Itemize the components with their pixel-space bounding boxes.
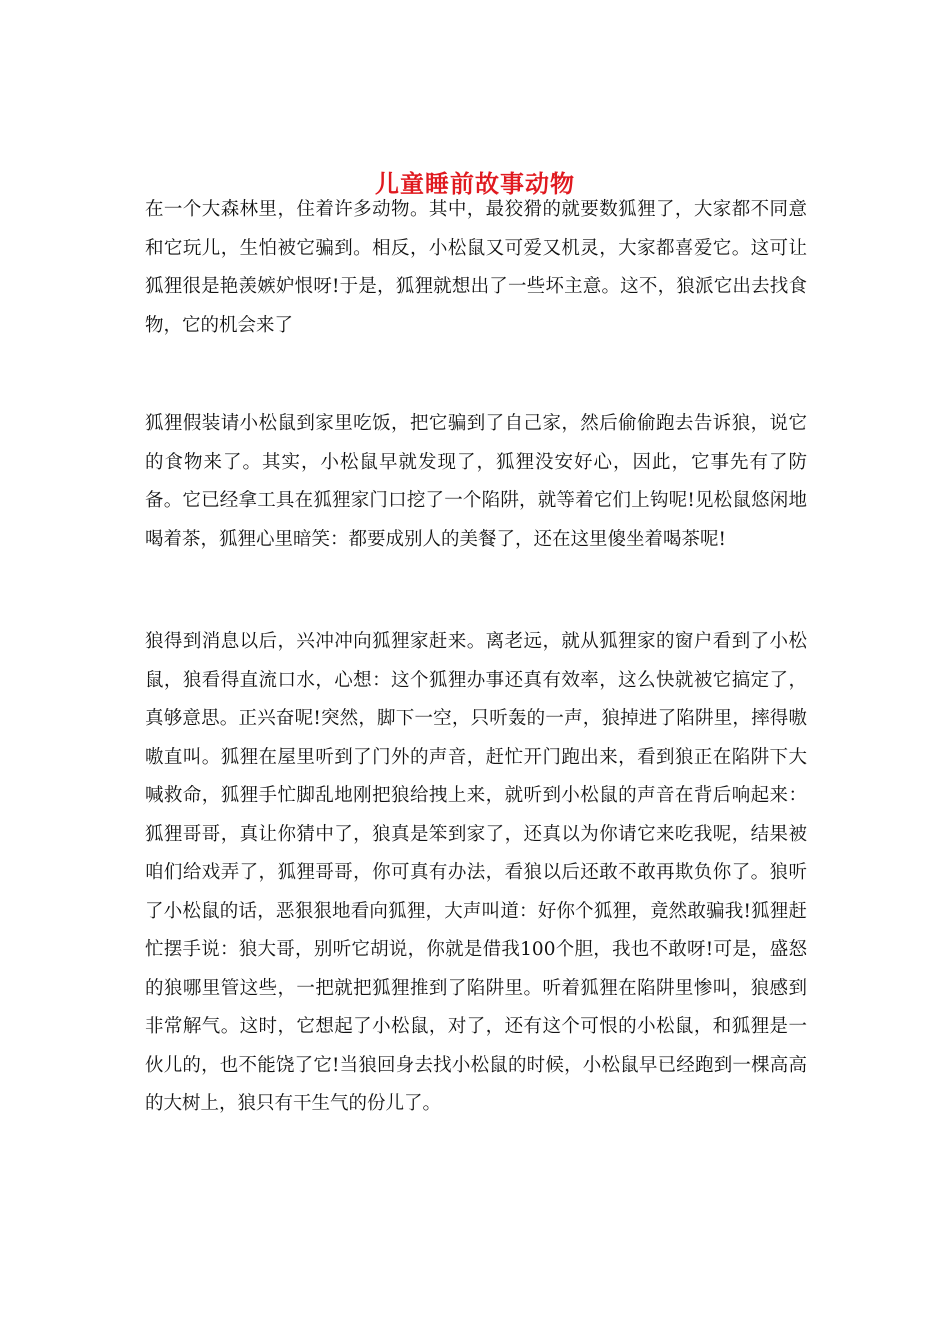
story-paragraph-1: 在一个大森林里，住着许多动物。其中，最狡猾的就要数狐狸了，大家都不同意和它玩儿，生怕被它骗到。相反，小松鼠又可爱又机灵，大家都喜爱它。这可让狐狸很是艳羡嫉妒恨呀!于是，狐狸就想出了一些坏主意。这不，狼派它出去找食物，它的机会来了	[145, 199, 807, 336]
story-paragraph-3: 狼得到消息以后，兴冲冲向狐狸家赶来。离老远，就从狐狸家的窗户看到了小松鼠，狼看得直流口水，心想：这个狐狸办事还真有效率，这么快就被它搞定了，真够意思。正兴奋呢!突然，脚下一空，只听轰的一声，狼掉进了陷阱里，摔得嗷嗷直叫。狐狸在屋里听到了门外的声音，赶忙开门跑出来，看到狼正在陷阱下大喊救命，狐狸手忙脚乱地刚把狼给拽上来，就听到小松鼠的声音在背后响起来：狐狸哥哥，真让你猜中了，狼真是笨到家了，还真以为你请它来吃我呢，结果被咱们给戏弄了，狐狸哥哥，你可真有办法，看狼以后还敢不敢再欺负你了。狼听了小松鼠的话，恶狠狠地看向狐狸，大声叫道：好你个狐狸，竟然敢骗我!狐狸赶忙摆手说：狼大哥，别听它胡说，你就是借我100个胆，我也不敢呀!可是，盛怒的狼哪里管这些，一把就把狐狸推到了陷阱里。听着狐狸在陷阱里惨叫，狼感到非常解气。这时，它想起了小松鼠，对了，还有这个可恨的小松鼠，和狐狸是一伙儿的，也不能饶了它!当狼回身去找小松鼠的时候，小松鼠早已经跑到一棵高高的大树上，狼只有干生气的份儿了。	[145, 631, 807, 1114]
document-title: 儿童睡前故事动物	[375, 169, 575, 199]
story-paragraph-2: 狐狸假装请小松鼠到家里吃饭，把它骗到了自己家，然后偷偷跑去告诉狼，说它的食物来了。其实，小松鼠早就发现了，狐狸没安好心，因此，它事先有了防备。它已经拿工具在狐狸家门口挖了一个陷阱，就等着它们上钩呢!见松鼠悠闲地喝着茶，狐狸心里暗笑：都要成别人的美餐了，还在这里傻坐着喝茶呢!	[145, 413, 807, 550]
